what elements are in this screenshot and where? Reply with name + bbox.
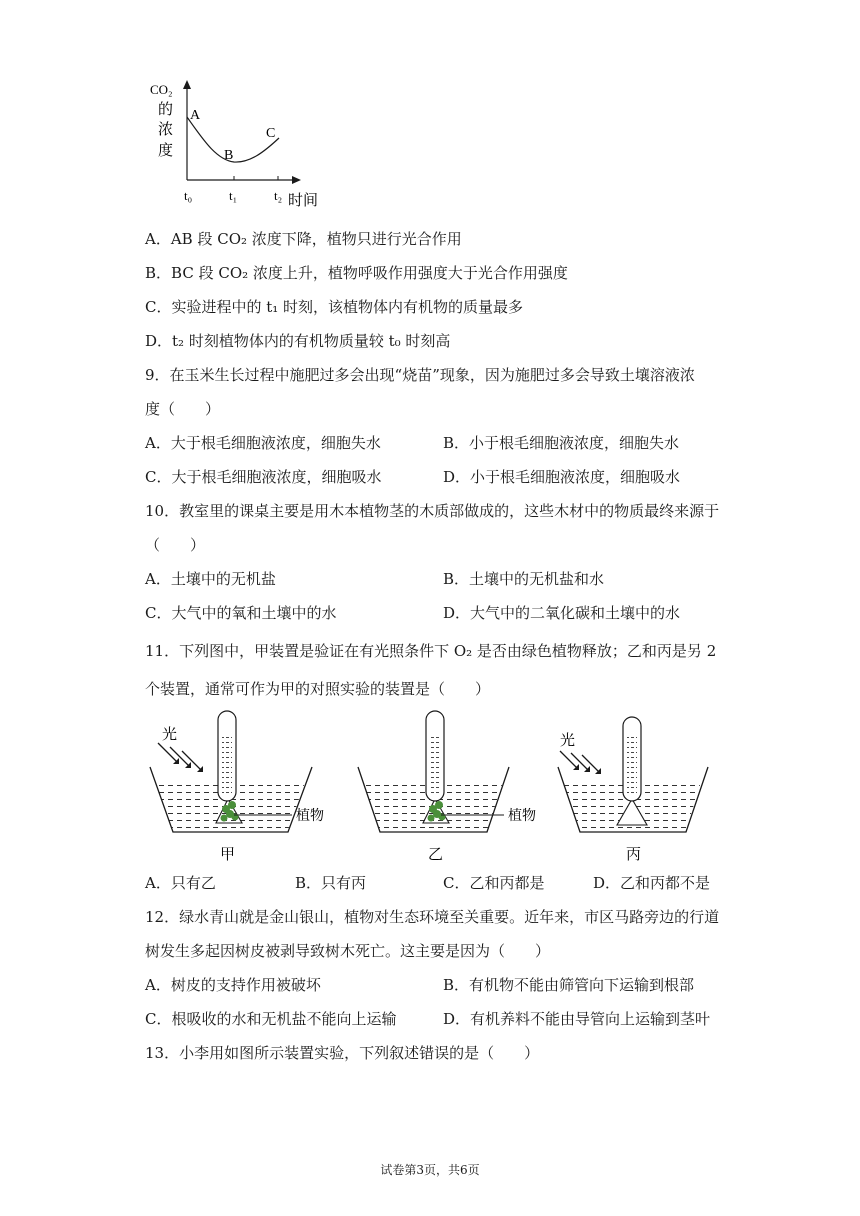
light-ray-jia-1 [158, 743, 178, 763]
x-axis-arrow [292, 176, 301, 184]
q12-stem-line-2: 树发生多起因树皮被剥导致树木死亡。这主要是因为（ ） [145, 942, 551, 960]
light-ray-bing-2 [571, 753, 589, 771]
q8-option-d: D．t₂ 时刻植物体内的有机物质量较 t₀ 时刻高 [145, 332, 451, 350]
q9-stem-line-1: 9．在玉米生长过程中施肥过多会出现“烧苗”现象，因为施肥过多会导致土壤溶液浓 [145, 366, 695, 384]
q12-option-b: B．有机物不能由筛管向下运输到根部 [443, 976, 695, 994]
label-yi: 乙 [428, 845, 444, 863]
light-label-bing: 光 [560, 731, 576, 749]
q8-option-c: C．实验进程中的 t₁ 时刻，该植物体内有机物的质量最多 [145, 298, 524, 316]
label-bing: 丙 [626, 845, 642, 863]
tick-t2: t₂ [274, 188, 283, 203]
y-label-co2: CO₂ [150, 82, 173, 97]
q10-stem-line-2: （ ） [145, 536, 206, 554]
y-label-de: 的 [158, 100, 174, 118]
q8-option-b: B．BC 段 CO₂ 浓度上升，植物呼吸作用强度大于光合作用强度 [145, 264, 568, 282]
co2-concentration-graph [140, 80, 340, 215]
q9-option-d: D．小于根毛细胞液浓度，细胞吸水 [443, 468, 681, 486]
tube-water-jia [222, 733, 232, 797]
light-ray-bing-3 [582, 755, 600, 773]
q9-stem-line-2: 度（ ） [145, 400, 221, 418]
q11-option-d: D．乙和丙都不是 [593, 874, 711, 892]
q10-stem-line-1: 10．教室里的课桌主要是用木本植物茎的木质部做成的，这些木材中的物质最终来源于 [145, 502, 720, 520]
tube-water-yi [430, 733, 440, 797]
q10-option-a: A．土壤中的无机盐 [145, 570, 276, 588]
label-jia: 甲 [220, 845, 236, 863]
q11-option-a: A．只有乙 [145, 874, 216, 892]
q12-stem-line-1: 12．绿水青山就是金山银山，植物对生态环境至关重要。近年来，市区马路旁边的行道 [145, 908, 720, 926]
q12-option-c: C．根吸收的水和无机盐不能向上运输 [145, 1010, 397, 1028]
apparatus-figure [140, 705, 720, 865]
q10-option-c: C．大气中的氧和土壤中的水 [145, 604, 337, 622]
y-label-nong: 浓 [158, 120, 174, 138]
tube-water-bing [627, 737, 637, 797]
point-c-label: C [266, 126, 276, 141]
tick-t0: t₀ [184, 188, 193, 203]
q10-option-d: D．大气中的二氧化碳和土壤中的水 [443, 604, 681, 622]
q11-option-c: C．乙和丙都是 [443, 874, 545, 892]
apparatus-jia [150, 711, 324, 863]
q9-option-b: B．小于根毛细胞液浓度，细胞失水 [443, 434, 680, 452]
apparatus-yi [358, 711, 536, 863]
q13-stem: 13．小李用如图所示装置实验，下列叙述错误的是（ ） [145, 1044, 540, 1062]
light-ray-bing-1 [560, 751, 578, 769]
q12-option-d: D．有机养料不能由导管向上运输到茎叶 [443, 1010, 711, 1028]
x-label-time: 时间 [288, 191, 319, 209]
y-label-du: 度 [158, 141, 174, 159]
point-b-label: B [224, 148, 234, 163]
page-footer: 试卷第3页，共6页 [380, 1163, 480, 1177]
apparatus-bing [558, 717, 708, 863]
q10-option-b: B．土壤中的无机盐和水 [443, 570, 605, 588]
plant-label-jia: 植物 [296, 808, 324, 824]
y-axis-arrow [183, 80, 191, 89]
q9-option-c: C．大于根毛细胞液浓度，细胞吸水 [145, 468, 382, 486]
tick-t1: t₁ [229, 188, 238, 203]
q8-option-a: A．AB 段 CO₂ 浓度下降，植物只进行光合作用 [145, 230, 462, 248]
light-label-jia: 光 [162, 725, 178, 743]
point-a-label: A [190, 108, 201, 123]
q9-option-a: A．大于根毛细胞液浓度，细胞失水 [145, 434, 381, 452]
q11-option-b: B．只有丙 [295, 874, 367, 892]
plant-label-yi: 植物 [508, 808, 536, 824]
q11-stem-line-2: 个装置，通常可作为甲的对照实验的装置是（ ） [145, 680, 491, 698]
q11-stem-line-1: 11．下列图中，甲装置是验证在有光照条件下 O₂ 是否由绿色植物释放；乙和丙是另 2 [145, 642, 717, 660]
q12-option-a: A．树皮的支持作用被破坏 [145, 976, 321, 994]
